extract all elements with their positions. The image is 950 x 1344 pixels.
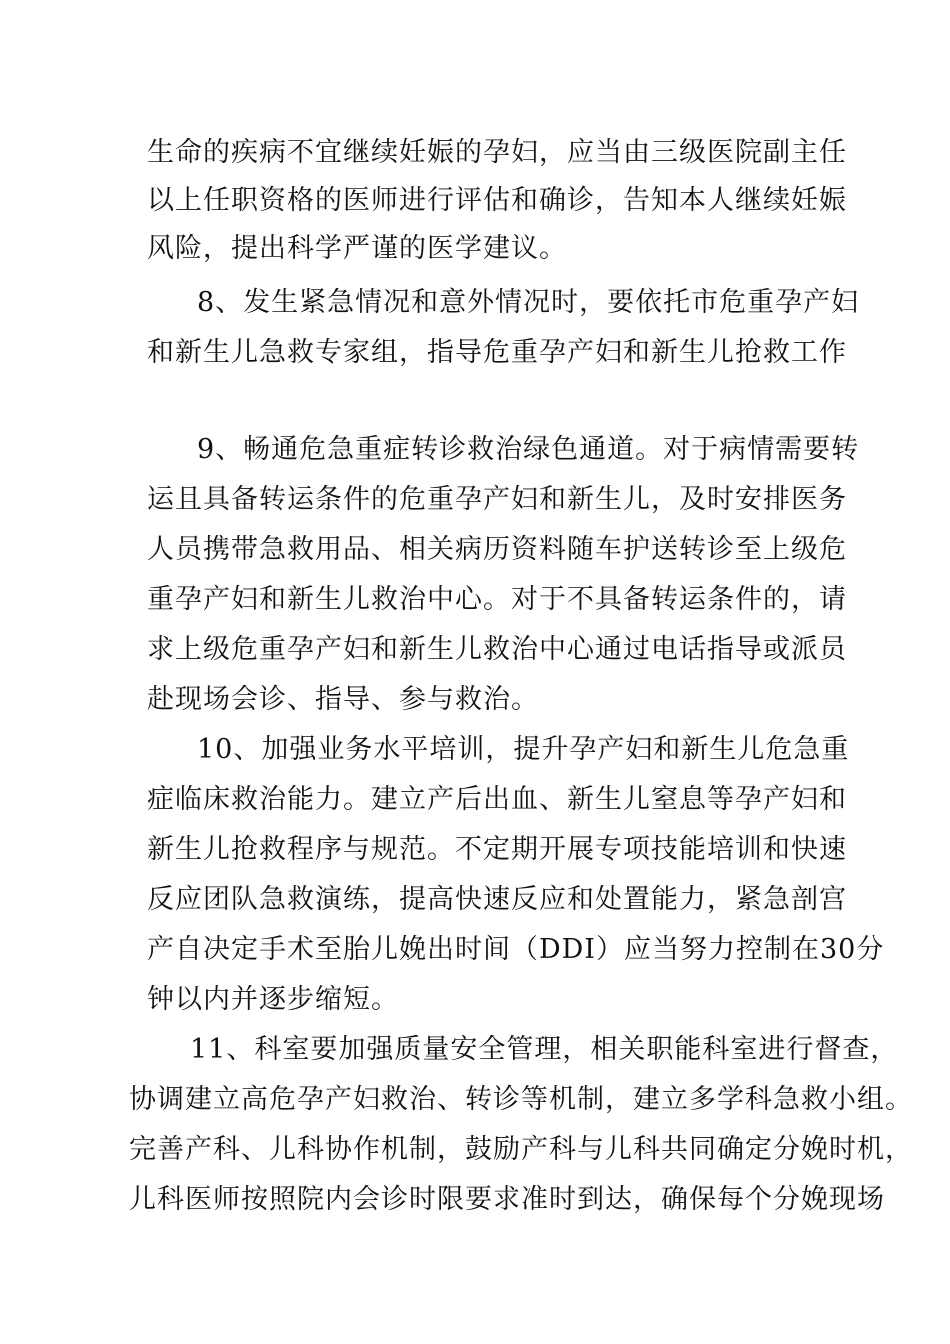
text-line: 重孕产妇和新生儿救治中心。对于不具备转运条件的，请 (147, 584, 847, 615)
text-line: 以上任职资格的医师进行评估和确诊，告知本人继续妊娠 (147, 185, 847, 216)
text-line: 完善产科、儿科协作机制，鼓励产科与儿科共同确定分娩时机， (129, 1134, 913, 1165)
text-line: 风险，提出科学严谨的医学建议。 (147, 233, 567, 264)
text-line: 产自决定手术至胎儿娩出时间（DDI）应当努力控制在30分 (147, 934, 885, 965)
text-line: 协调建立高危孕产妇救治、转诊等机制，建立多学科急救小组。 (129, 1084, 913, 1115)
text-line: 儿科医师按照院内会诊时限要求准时到达，确保每个分娩现场 (129, 1184, 885, 1215)
text-line: 11、科室要加强质量安全管理，相关职能科室进行督查， (190, 1034, 899, 1065)
text-line: 求上级危重孕产妇和新生儿救治中心通过电话指导或派员 (147, 634, 847, 665)
text-line: 9、畅通危急重症转诊救治绿色通道。对于病情需要转 (197, 434, 860, 465)
text-line: 人员携带急救用品、相关病历资料随车护送转诊至上级危 (147, 534, 847, 565)
text-line: 运且具备转运条件的危重孕产妇和新生儿，及时安排医务 (147, 484, 847, 515)
text-line: 和新生儿急救专家组，指导危重孕产妇和新生儿抢救工作 (147, 337, 847, 368)
text-line: 症临床救治能力。建立产后出血、新生儿窒息等孕产妇和 (147, 784, 847, 815)
text-line: 8、发生紧急情况和意外情况时，要依托市危重孕产妇 (197, 287, 860, 318)
text-line: 钟以内并逐步缩短。 (147, 984, 399, 1015)
text-line: 新生儿抢救程序与规范。不定期开展专项技能培训和快速 (147, 834, 847, 865)
text-line: 10、加强业务水平培训，提升孕产妇和新生儿危急重 (197, 734, 850, 765)
text-line: 反应团队急救演练，提高快速反应和处置能力，紧急剖宫 (147, 884, 847, 915)
text-line: 生命的疾病不宜继续妊娠的孕妇，应当由三级医院副主任 (147, 137, 847, 168)
text-line: 赴现场会诊、指导、参与救治。 (147, 684, 539, 715)
